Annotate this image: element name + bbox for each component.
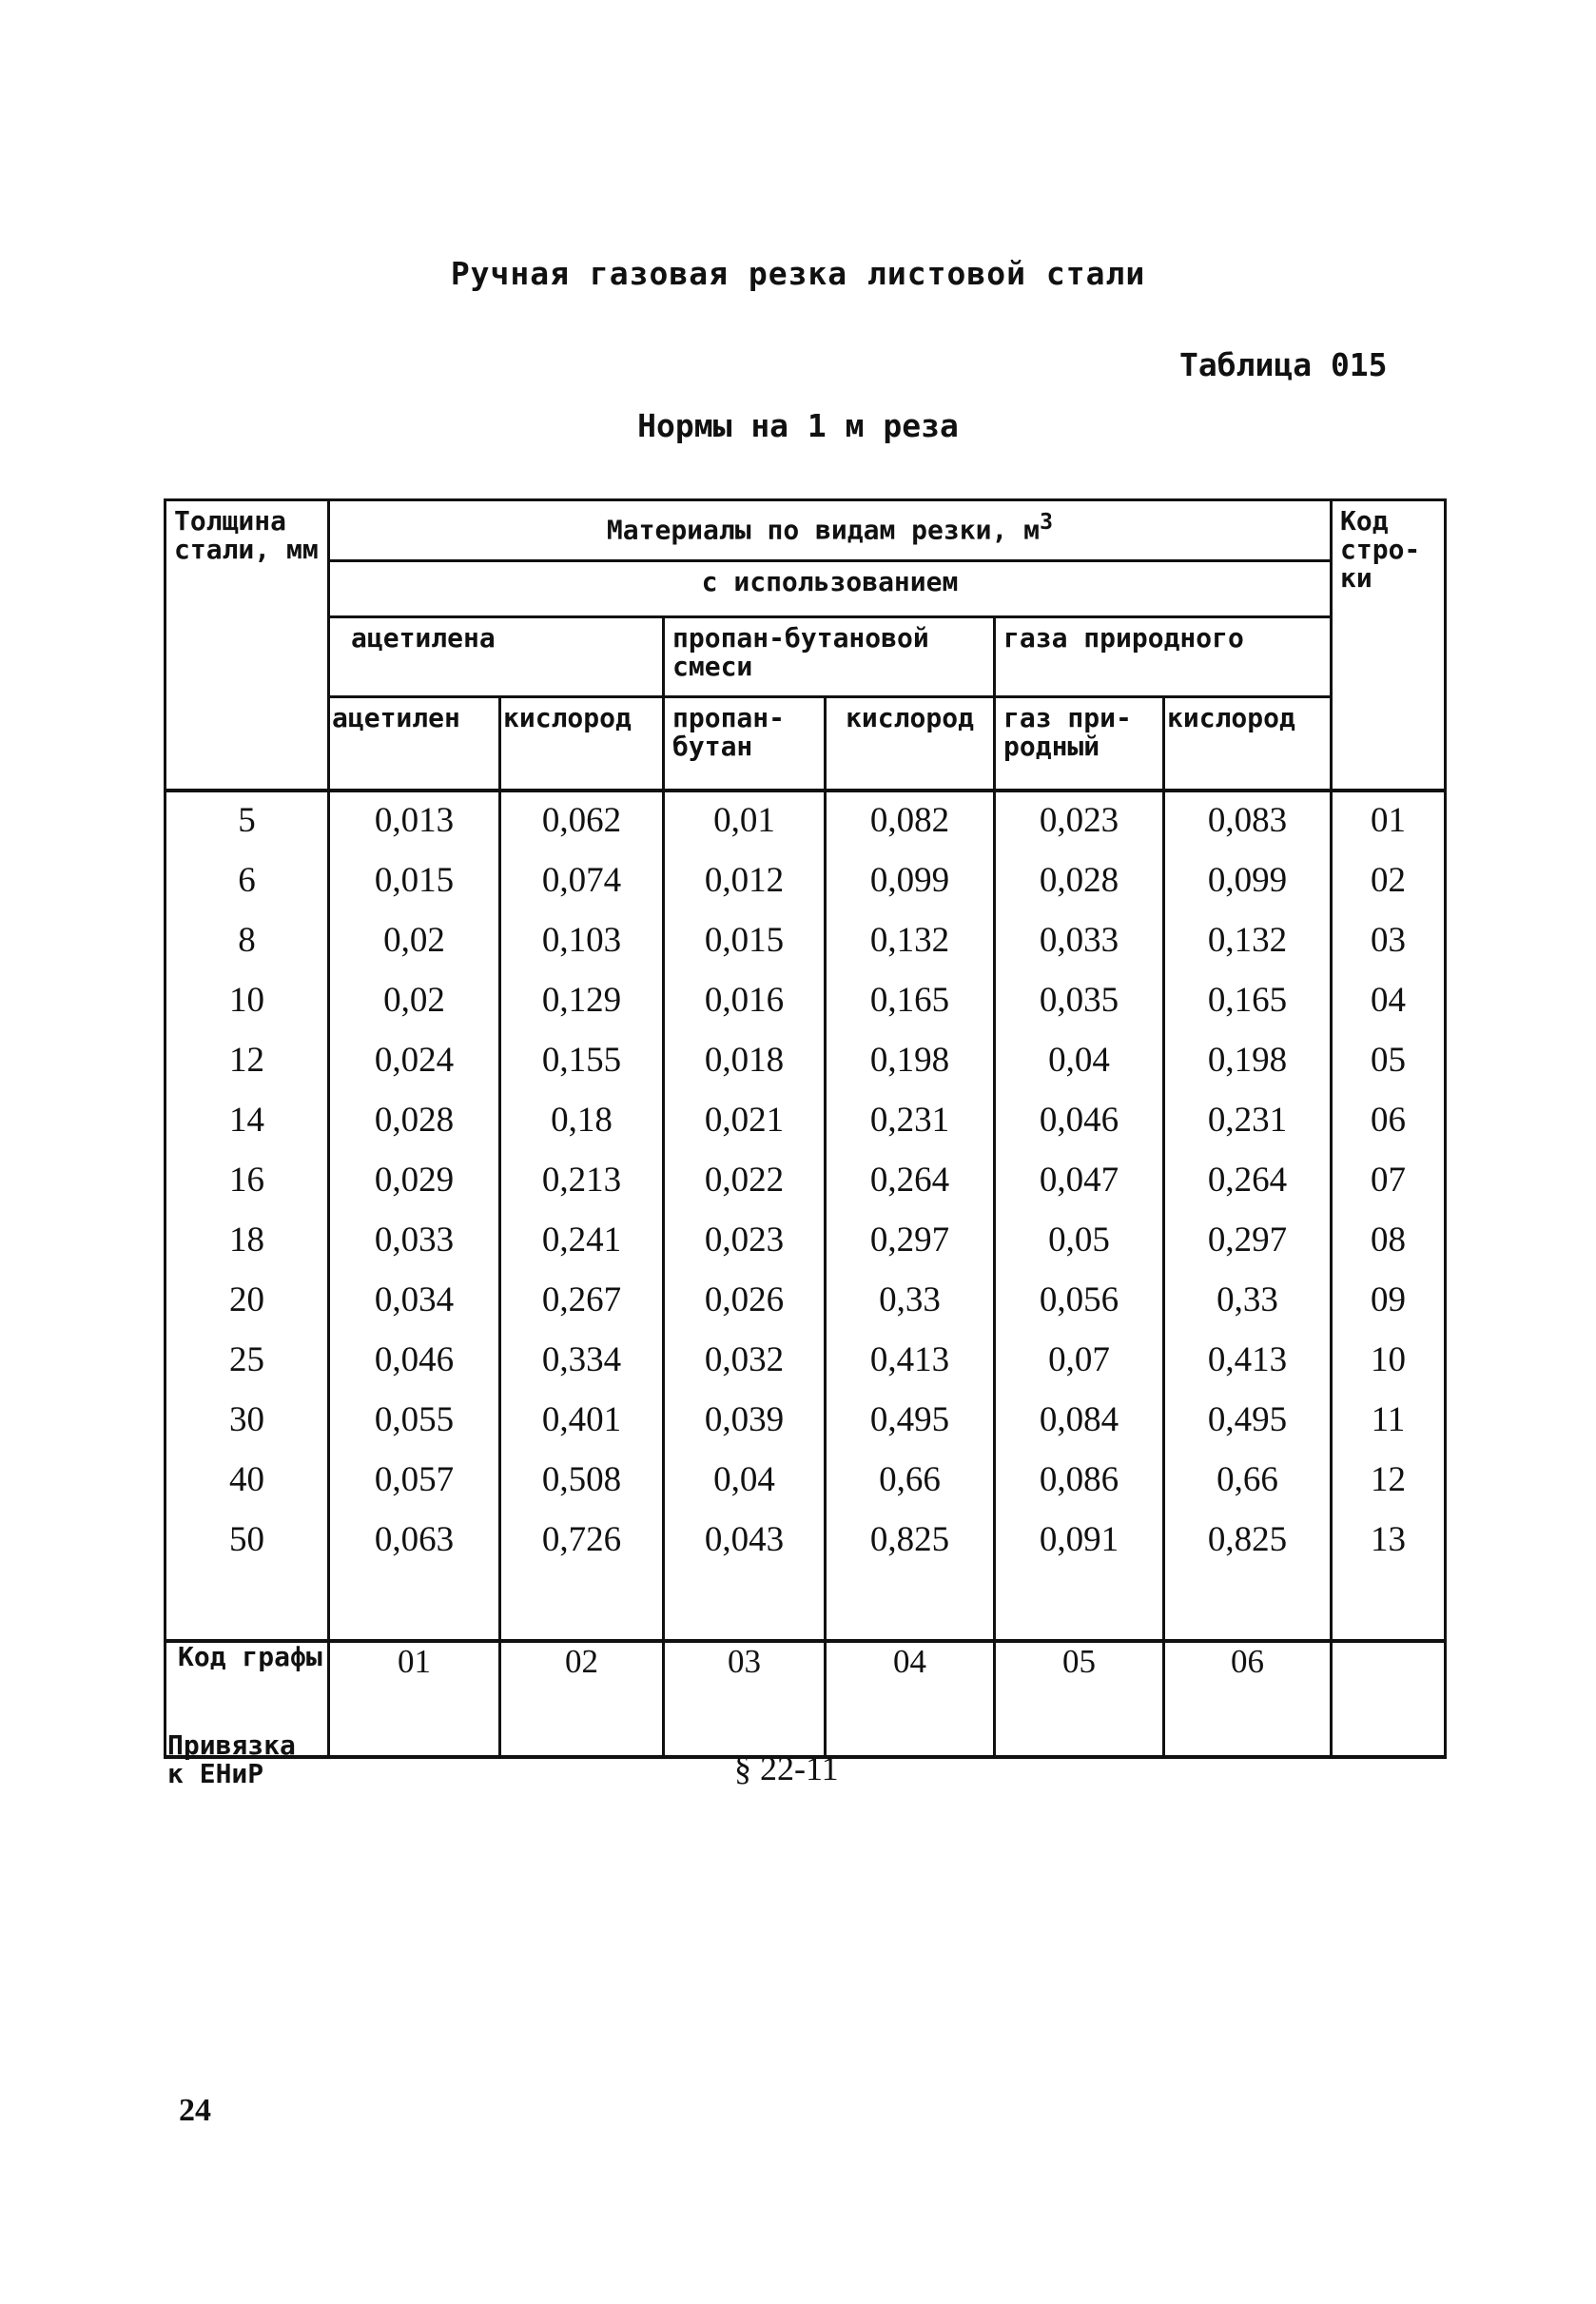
value-cell: 0,055	[329, 1399, 500, 1459]
value-cell: 0,023	[664, 1220, 826, 1279]
thickness-cell: 18	[165, 1220, 329, 1279]
table-row	[165, 1339, 1446, 1399]
column-code-cell: 05	[995, 1641, 1164, 1757]
thickness-cell: 14	[165, 1100, 329, 1160]
thickness-cell: 16	[165, 1160, 329, 1220]
value-cell: 0,028	[995, 860, 1164, 920]
table-row	[165, 1459, 1446, 1519]
column-code-cell: 02	[500, 1641, 664, 1757]
value-cell: 0,033	[329, 1220, 500, 1279]
table-row	[165, 1399, 1446, 1459]
thickness-cell: 10	[165, 980, 329, 1040]
value-cell: 0,029	[329, 1160, 500, 1220]
value-cell: 0,401	[500, 1399, 664, 1459]
thickness-cell: 40	[165, 1459, 329, 1519]
row-code-cell: 13	[1332, 1519, 1446, 1579]
value-cell: 0,046	[995, 1100, 1164, 1160]
table-row	[165, 1040, 1446, 1100]
row-code-cell: 08	[1332, 1220, 1446, 1279]
row-code-cell: 04	[1332, 980, 1446, 1040]
value-cell: 0,056	[995, 1279, 1164, 1339]
table-row	[165, 791, 1446, 860]
thickness-cell: 6	[165, 860, 329, 920]
value-cell: 0,264	[1164, 1160, 1332, 1220]
column-code-empty-cell	[1332, 1641, 1446, 1757]
value-cell: 0,18	[500, 1100, 664, 1160]
value-cell: 0,495	[1164, 1399, 1332, 1459]
value-cell: 0,083	[1164, 791, 1332, 860]
usage-header: с использованием	[329, 560, 1332, 616]
value-cell: 0,035	[995, 980, 1164, 1040]
thickness-cell: 12	[165, 1040, 329, 1100]
value-cell: 0,091	[995, 1519, 1164, 1579]
value-cell: 0,165	[826, 980, 995, 1040]
value-cell: 0,043	[664, 1519, 826, 1579]
thickness-cell: 50	[165, 1519, 329, 1579]
value-cell: 0,33	[1164, 1279, 1332, 1339]
value-cell: 0,198	[826, 1040, 995, 1100]
value-cell: 0,02	[329, 920, 500, 980]
value-cell: 0,034	[329, 1279, 500, 1339]
row-code-cell: 05	[1332, 1040, 1446, 1100]
value-cell: 0,07	[995, 1339, 1164, 1399]
value-cell: 0,267	[500, 1279, 664, 1339]
value-cell: 0,231	[1164, 1100, 1332, 1160]
row-code-cell: 06	[1332, 1100, 1446, 1160]
value-cell: 0,074	[500, 860, 664, 920]
value-cell: 0,057	[329, 1459, 500, 1519]
row-code-header: Код стро-ки	[1332, 500, 1446, 791]
column-header-oxygen-1: кислород	[500, 696, 664, 791]
group-header-propane-butane: пропан-бутановой смеси	[664, 617, 995, 696]
row-code-cell: 02	[1332, 860, 1446, 920]
value-cell: 0,155	[500, 1040, 664, 1100]
value-cell: 0,023	[995, 791, 1164, 860]
value-cell: 0,032	[664, 1339, 826, 1399]
thickness-cell: 20	[165, 1279, 329, 1339]
column-code-cell: 03	[664, 1641, 826, 1757]
value-cell: 0,047	[995, 1160, 1164, 1220]
materials-header	[329, 500, 1332, 561]
value-cell: 0,01	[664, 791, 826, 860]
table-row	[165, 1100, 1446, 1160]
value-cell: 0,413	[826, 1339, 995, 1399]
value-cell: 0,66	[1164, 1459, 1332, 1519]
value-cell: 0,241	[500, 1220, 664, 1279]
value-cell: 0,825	[1164, 1519, 1332, 1579]
materials-unit-superscript: 3	[1040, 508, 1054, 535]
column-header-natural-gas: газ при-родный	[995, 696, 1164, 791]
thickness-cell: 5	[165, 791, 329, 860]
value-cell: 0,015	[329, 860, 500, 920]
value-cell: 0,063	[329, 1519, 500, 1579]
value-cell: 0,013	[329, 791, 500, 860]
value-cell: 0,231	[826, 1100, 995, 1160]
value-cell: 0,099	[1164, 860, 1332, 920]
value-cell: 0,062	[500, 791, 664, 860]
value-cell: 0,012	[664, 860, 826, 920]
table-number: Таблица 015	[1179, 346, 1388, 383]
column-code-cell: 01	[329, 1641, 500, 1757]
thickness-cell: 8	[165, 920, 329, 980]
value-cell: 0,086	[995, 1459, 1164, 1519]
table-row	[165, 1160, 1446, 1220]
table-row	[165, 1279, 1446, 1339]
row-code-cell: 07	[1332, 1160, 1446, 1220]
column-code-label: Код графы	[165, 1641, 329, 1757]
value-cell: 0,099	[826, 860, 995, 920]
column-code-cell: 06	[1164, 1641, 1332, 1757]
table-spacer-row	[165, 1579, 1446, 1641]
reference-label: Привязка к ЕНиР	[167, 1729, 296, 1789]
value-cell: 0,413	[1164, 1339, 1332, 1399]
value-cell: 0,028	[329, 1100, 500, 1160]
row-code-cell: 11	[1332, 1399, 1446, 1459]
reference-value: § 22-11	[734, 1749, 839, 1787]
row-code-cell: 09	[1332, 1279, 1446, 1339]
table-row	[165, 980, 1446, 1040]
value-cell: 0,015	[664, 920, 826, 980]
table-subtitle: Нормы на 1 м реза	[637, 407, 959, 444]
value-cell: 0,264	[826, 1160, 995, 1220]
value-cell: 0,508	[500, 1459, 664, 1519]
value-cell: 0,726	[500, 1519, 664, 1579]
row-code-cell: 01	[1332, 791, 1446, 860]
page-number: 24	[179, 2093, 211, 2128]
column-header-oxygen-3: кислород	[1164, 696, 1332, 791]
value-cell: 0,33	[826, 1279, 995, 1339]
value-cell: 0,022	[664, 1160, 826, 1220]
value-cell: 0,04	[995, 1040, 1164, 1100]
value-cell: 0,213	[500, 1160, 664, 1220]
materials-header-text: Материалы по видам резки, м	[606, 514, 1041, 546]
group-header-natural-gas: газа природного	[995, 617, 1332, 696]
row-code-cell: 03	[1332, 920, 1446, 980]
row-code-cell: 10	[1332, 1339, 1446, 1399]
value-cell: 0,02	[329, 980, 500, 1040]
value-cell: 0,05	[995, 1220, 1164, 1279]
thickness-header: Толщина стали, мм	[165, 500, 329, 791]
value-cell: 0,039	[664, 1399, 826, 1459]
value-cell: 0,082	[826, 791, 995, 860]
value-cell: 0,129	[500, 980, 664, 1040]
column-header-oxygen-2: кислород	[826, 696, 995, 791]
table-row	[165, 1519, 1446, 1579]
norms-table	[164, 498, 1447, 1759]
value-cell: 0,024	[329, 1040, 500, 1100]
value-cell: 0,026	[664, 1279, 826, 1339]
value-cell: 0,495	[826, 1399, 995, 1459]
value-cell: 0,132	[826, 920, 995, 980]
table-row	[165, 860, 1446, 920]
table-row	[165, 920, 1446, 980]
table-row	[165, 1220, 1446, 1279]
value-cell: 0,297	[826, 1220, 995, 1279]
value-cell: 0,04	[664, 1459, 826, 1519]
value-cell: 0,103	[500, 920, 664, 980]
value-cell: 0,825	[826, 1519, 995, 1579]
value-cell: 0,046	[329, 1339, 500, 1399]
group-header-acetylene: ацетилена	[329, 617, 664, 696]
row-code-cell: 12	[1332, 1459, 1446, 1519]
document-title: Ручная газовая резка листовой стали	[450, 255, 1146, 292]
column-code-cell: 04	[826, 1641, 995, 1757]
value-cell: 0,297	[1164, 1220, 1332, 1279]
column-header-acetylene: ацетилен	[329, 696, 500, 791]
value-cell: 0,084	[995, 1399, 1164, 1459]
thickness-cell: 30	[165, 1399, 329, 1459]
column-code-row	[165, 1641, 1446, 1757]
value-cell: 0,198	[1164, 1040, 1332, 1100]
value-cell: 0,021	[664, 1100, 826, 1160]
value-cell: 0,66	[826, 1459, 995, 1519]
column-header-propane-butane: пропан-бутан	[664, 696, 826, 791]
value-cell: 0,018	[664, 1040, 826, 1100]
value-cell: 0,033	[995, 920, 1164, 980]
value-cell: 0,165	[1164, 980, 1332, 1040]
value-cell: 0,334	[500, 1339, 664, 1399]
value-cell: 0,132	[1164, 920, 1332, 980]
thickness-cell: 25	[165, 1339, 329, 1399]
value-cell: 0,016	[664, 980, 826, 1040]
